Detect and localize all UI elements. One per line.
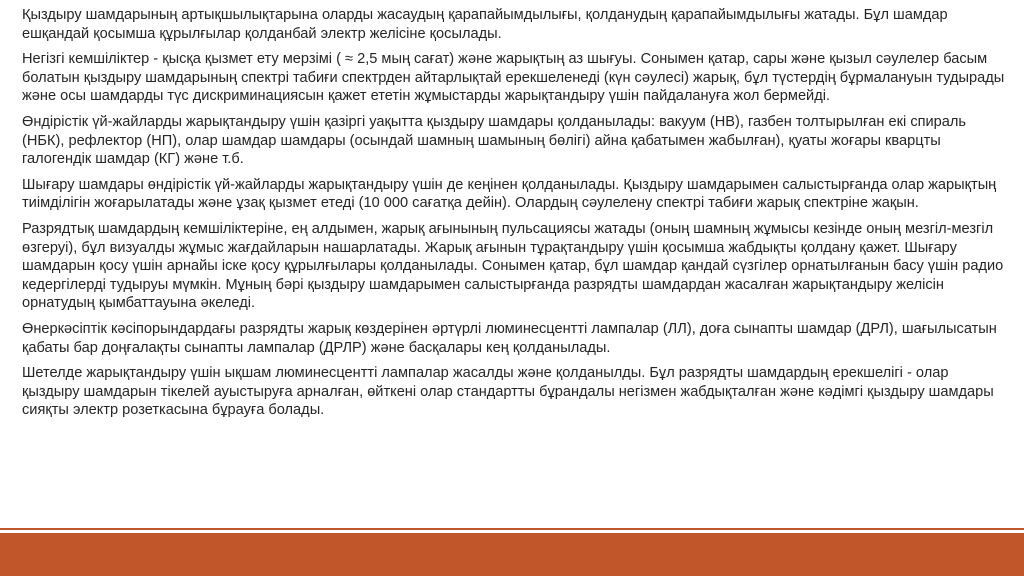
paragraph-5: Разрядтық шамдардың кемшіліктеріне, ең алдымен, жарық ағынының пульсациясы жатады (оның шамның жұмысы кезінде оның мезгіл-мезгіл өзгеруі), бұл визуалды жұмыс жағдайларын нашарлатады. Жарық ағынын тұрақтандыру үшін қосымша жабдықты қолдану қажет. Шығару шамдарын қосу үшін арнайы іске қосу құрылғылары қолданылады. Сонымен қатар, бұл шамдар қандай сүзгілер орнатылғанын басу үшін радио кедергілерді тудыруы мүмкін. Мұның бәрі қыздыру шамдарымен салыстырғанда разрядты шамдардан жасалған жарықтандыру желісін орнатудың қымбаттауына әкеледі. bbox=[22, 220, 1004, 312]
footer-divider-line bbox=[0, 528, 1024, 530]
paragraph-6: Өнеркәсіптік кәсіпорындардағы разрядты жарық көздерінен әртүрлі люминесцентті лампалар (ЛЛ), доға сынапты шамдар (ДРЛ), шағылысатын қабаты бар доңғалақты сынапты лампалар (ДРЛР) және басқалары кең қолданылады. bbox=[22, 320, 997, 356]
paragraph-7: Шетелде жарықтандыру үшін ықшам люминесцентті лампалар жасалды және қолданылды. Бұл разрядты шамдардың ерекшелігі - олар қыздыру шамдарын тікелей ауыстыруға арналған, өйткені олар стандартты бұрандалы негізмен жабдықталған және кәдімгі қыздыру шамдары сияқты электр розеткасына бұрауға болады. bbox=[22, 365, 994, 419]
paragraph-1: Қыздыру шамдарының артықшылықтарына оларды жасаудың қарапайымдылығы, қолданудың қарапайымдылығы жатады. Бұл шамдар ешқандай қосымша құрылғылар қолданбай электр желісіне қосылады. bbox=[22, 7, 948, 42]
paragraph-4: Шығару шамдары өндірістік үй-жайларды жарықтандыру үшін де кеңінен қолданылады. Қыздыру шамдарымен салыстырғанда олар жарықтың тиімділігін жоғарылатады және ұзақ қызмет етеді (10 000 сағатқа дейін). Олардың сәулелену спектрі табиғи жарық спектріне жақын. bbox=[22, 176, 997, 212]
slide-body-text bbox=[22, 6, 1006, 427]
footer-accent-bar bbox=[0, 533, 1024, 576]
paragraph-3: Өндірістік үй-жайларды жарықтандыру үшін қазіргі уақытта қыздыру шамдары қолданылады: вакуум (НВ), газбен толтырылған екі спираль (НБК), рефлектор (НП), олар шамдар шамдары (осындай шамның шамының бөлігі) айна қабатымен жабылған), қуаты жоғары кварцты галогендік шамдар (КГ) және т.б. bbox=[22, 113, 967, 168]
paragraph-2: Негізгі кемшіліктер - қысқа қызмет ету мерзімі ( ≈ 2,5 мың сағат) және жарықтың аз шығуы. Сонымен қатар, сары және қызыл сәулелер басым болатын қыздыру шамдарының спектрі табиғи спектрден айтарлықтай ерекшеленеді (күн сәулесі) жарық, бұл түстердің бұрмалануын тудырады және осы шамдарды түс дискриминациясын қажет ететін жұмыстарды жарықтандыру үшін пайдалануға жол бермейді. bbox=[22, 51, 1005, 105]
